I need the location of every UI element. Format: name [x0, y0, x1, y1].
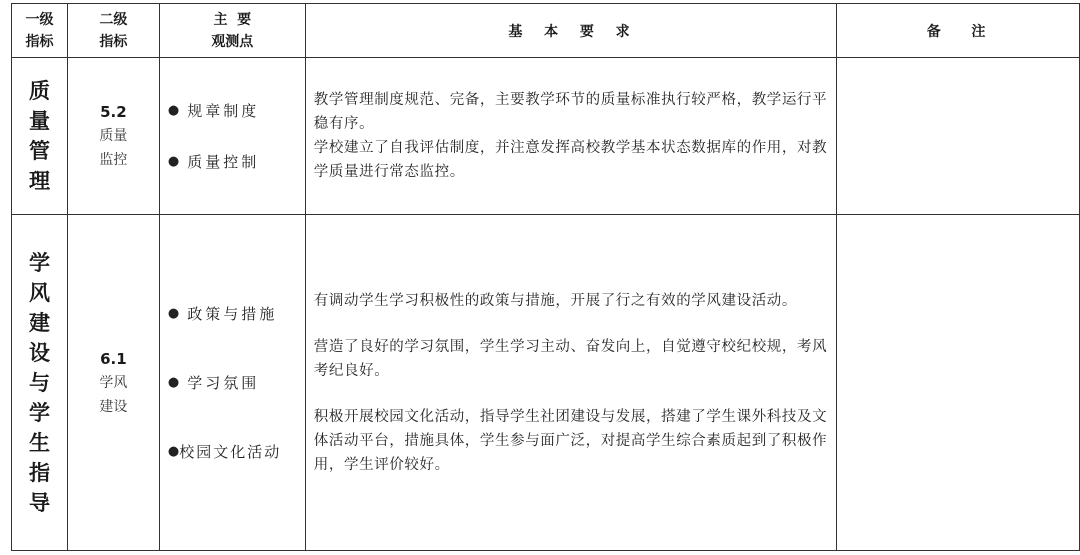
header-points-line2: 观测点 — [211, 33, 254, 50]
level1-cell — [12, 215, 68, 551]
requirement-text: 教学管理制度规范、完备，主要教学环节的质量标准执行较严格，教学运行平稳有序。 — [313, 92, 828, 132]
level1-char: 理 — [28, 168, 50, 193]
level2-code: 5.2 — [100, 103, 127, 121]
bullet-icon: ● — [167, 306, 180, 321]
points-cell — [159, 58, 305, 215]
level1-char: 设 — [28, 339, 50, 365]
level2-cell — [67, 58, 159, 215]
level1-char: 质 — [28, 78, 50, 103]
level1-text — [12, 248, 67, 518]
level1-text — [12, 76, 67, 196]
requirements-cell — [305, 58, 836, 215]
requirements-cell — [305, 215, 836, 551]
bullet-icon: ● — [167, 103, 180, 118]
indicator-table — [11, 3, 1080, 551]
bullet-icon: ● — [167, 444, 180, 459]
level1-cell — [12, 58, 68, 215]
table-header-row — [12, 4, 1080, 58]
point-item — [168, 151, 305, 172]
requirement-text: 积极开展校园文化活动，指导学生社团建设与发展，搭建了学生课外科技及文体活动平台，措施具体，学生参与面广泛，对提高学生综合素质起到了积极作用，学生评价较好。 — [313, 408, 828, 473]
level1-char: 建 — [28, 309, 50, 335]
level2-name-line1: 质量 — [99, 128, 128, 144]
level1-char: 学 — [28, 249, 50, 275]
table-row — [12, 215, 1080, 551]
header-level2-line2: 指标 — [99, 33, 128, 50]
level2-name-line2: 建设 — [99, 398, 128, 415]
header-points — [159, 4, 305, 58]
header-notes-label: 备 注 — [926, 23, 990, 40]
level1-char: 学 — [28, 399, 50, 425]
level1-char: 指 — [28, 459, 50, 485]
table-row — [12, 58, 1080, 215]
header-level2-line1: 二级 — [99, 11, 128, 28]
point-item — [168, 441, 305, 462]
requirement-text: 有调动学生学习积极性的政策与措施，开展了行之有效的学风建设活动。 — [313, 292, 797, 309]
header-level1-line1: 一级 — [25, 11, 54, 28]
level1-char: 风 — [28, 279, 50, 305]
level1-char: 生 — [28, 429, 50, 455]
requirement-text: 营造了良好的学习氛围，学生学习主动、奋发向上，自觉遵守校纪校规，考风考纪良好。 — [313, 338, 828, 379]
level2-code: 6.1 — [100, 349, 127, 368]
level1-char: 与 — [28, 369, 50, 395]
point-item — [168, 372, 305, 393]
bullet-icon: ● — [167, 375, 180, 390]
level1-char: 量 — [28, 108, 50, 133]
point-label: 学习氛围 — [187, 374, 260, 392]
point-label: 政策与措施 — [187, 305, 278, 323]
header-requirements-label: 基 本 要 求 — [508, 23, 634, 40]
level1-char: 导 — [28, 489, 50, 515]
level2-cell — [67, 215, 159, 551]
points-cell — [159, 215, 305, 551]
header-notes — [837, 4, 1080, 58]
point-label: 校园文化活动 — [179, 443, 282, 461]
point-label: 规章制度 — [187, 102, 260, 120]
level2-name-line1: 学风 — [99, 374, 128, 391]
header-level1 — [12, 4, 68, 58]
header-level2 — [67, 4, 159, 58]
header-requirements — [305, 4, 836, 58]
header-points-line1: 主 要 — [213, 11, 252, 28]
level1-char: 管 — [28, 138, 50, 163]
point-item — [168, 303, 305, 324]
requirement-text: 学校建立了自我评估制度，并注意发挥高校教学基本状态数据库的作用，对教学质量进行常态监控。 — [313, 140, 828, 180]
point-label: 质量控制 — [187, 153, 260, 171]
bullet-icon: ● — [167, 154, 180, 169]
level2-name-line2: 监控 — [99, 152, 128, 168]
note-cell — [837, 215, 1080, 551]
point-item — [168, 100, 305, 121]
header-level1-line2: 指标 — [25, 33, 54, 50]
note-cell — [837, 58, 1080, 215]
